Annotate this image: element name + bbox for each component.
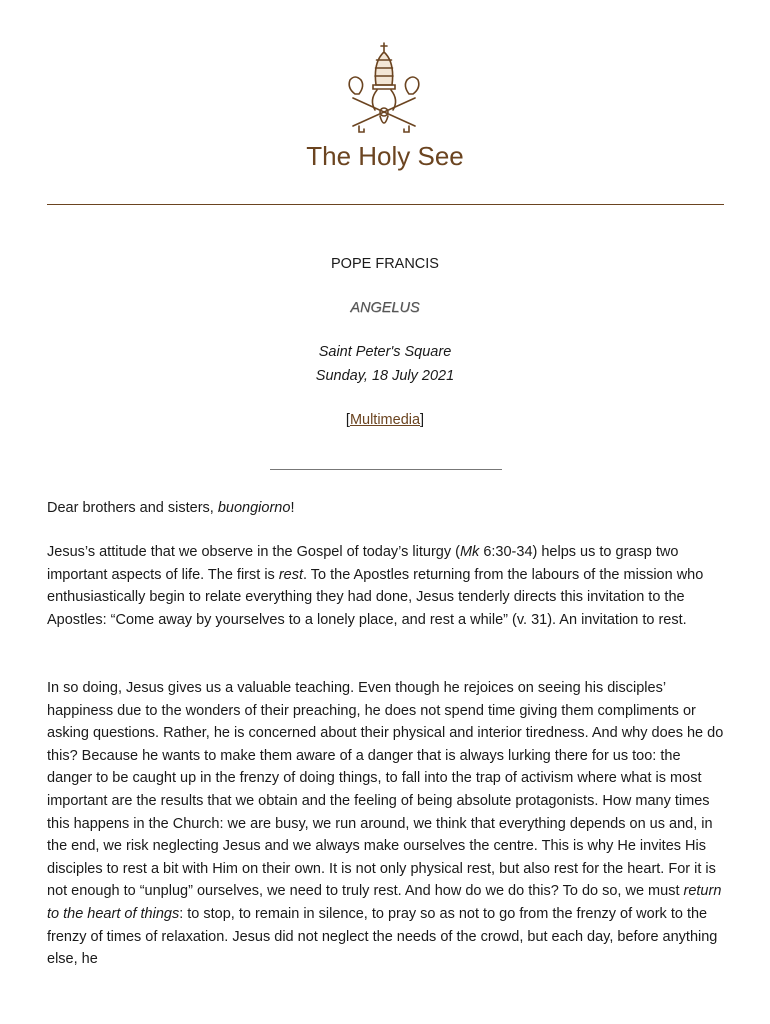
header-divider xyxy=(47,204,724,205)
greeting-italic: buongiorno xyxy=(217,500,291,516)
paragraph-1 xyxy=(47,541,727,631)
multimedia-link[interactable]: Multimedia xyxy=(349,412,421,428)
greeting-tail: ! xyxy=(290,500,295,516)
p1-text-3: . To the Apostles returning from the labours of the mission who enthusiastically begin to relate everything they had done, Jesus tenderly directs this invitation to the Apostles: “Come away by yourselves to a lonely place, and rest a while” (v. 31). An invitation to rest. xyxy=(47,566,704,628)
site-title[interactable]: The Holy See xyxy=(306,141,464,171)
papal-coat-of-arms-icon xyxy=(339,40,429,135)
document-title: ANGELUS xyxy=(350,300,420,316)
section-divider xyxy=(270,469,502,470)
paragraph-2 xyxy=(47,677,727,971)
p1-rest-word: rest xyxy=(278,566,303,583)
document-author: POPE FRANCIS xyxy=(331,256,439,272)
p1-gospel-ref: Mk xyxy=(459,544,480,560)
bracket-open: [ xyxy=(345,412,350,428)
p1-text-2: 6:30-34) helps us to grasp two important aspects of life. The first is xyxy=(47,544,679,583)
document-place: Saint Peter's Square xyxy=(318,344,452,360)
multimedia-line xyxy=(0,410,770,430)
document-date: Sunday, 18 July 2021 xyxy=(315,368,455,384)
greeting-text: Dear brothers and sisters, xyxy=(47,500,218,516)
greeting-paragraph xyxy=(47,497,727,520)
bracket-close: ] xyxy=(420,412,425,428)
p2-text-1: In so doing, Jesus gives us a valuable teaching. Even though he rejoices on seeing his disciples’ happiness due to the wonders of their preaching, he does not spend time giving them compliments or asking questions. Rather, he is concerned about their physical and interior tiredness. And why does he do this? Because he wants to make them aware of a danger that is always lurking there for us too: the danger to be caught up in the frenzy of doing things, to fall into the trap of activism where what is most important are the results that we obtain and the feeling of being absolute protagonists. How many times this happens in the Church: we are busy, we run around, we think that everything depends on us and, in the end, we risk neglecting Jesus and we always make ourselves the centre. This is why He invites His disciples to rest a bit with Him on their own. It is not only physical rest, but also rest for the heart. For it is not enough to “unplug” ourselves, we need to truly rest. And how do we do this? To do so, we must xyxy=(47,680,724,900)
p2-text-2: : to stop, to remain in silence, to pray so as not to go from the frenzy of work to the frenzy of times of relaxation. Jesus did not neglect the needs of the crowd, but each day, before anything else, he xyxy=(47,905,718,968)
p1-text-1: Jesus’s attitude that we observe in the Gospel of today’s liturgy ( xyxy=(47,544,460,560)
p2-italic: return to the heart of things xyxy=(47,883,722,922)
